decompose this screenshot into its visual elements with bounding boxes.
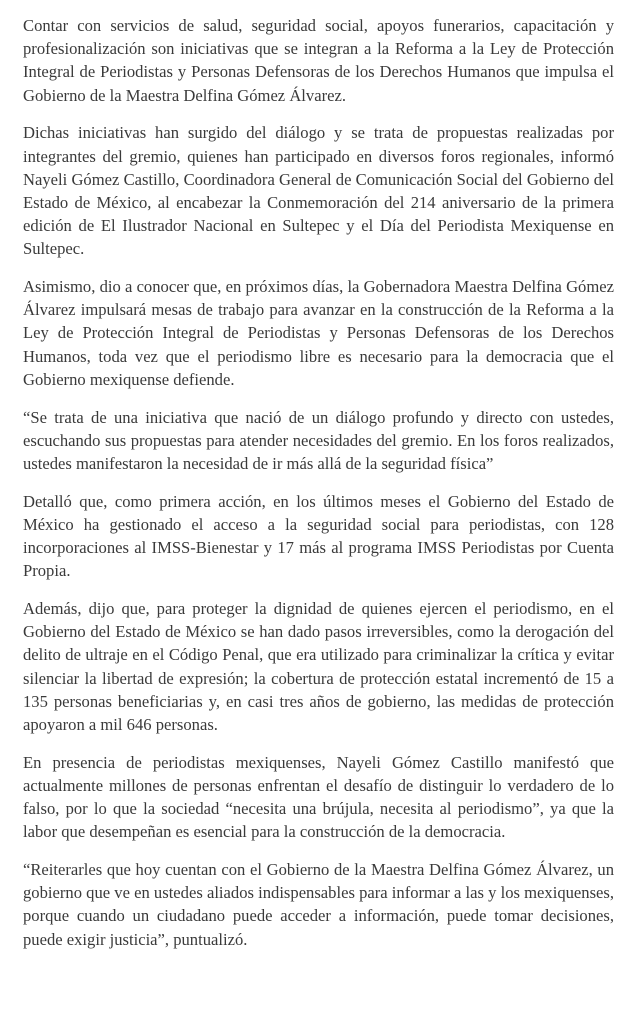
paragraph-quote-initiative: “Se trata de una iniciativa que nació de un diálogo profundo y directo con ustedes, escuchando sus propuestas para atender necesidades del gremio. En los foros realizados, ustedes manifestaron la necesidad de ir más allá de la seguridad física” bbox=[23, 407, 614, 473]
paragraph-journalism-compass: En presencia de periodistas mexiquenses, Nayeli Gómez Castillo manifestó que actualmente millones de personas enfrentan el desafío de distinguir lo verdadero de lo falso, por lo que la sociedad “necesita una brújula, necesita al periodismo”, ya que la labor que desempeñan es esencial para la construcción de la democracia. bbox=[23, 752, 614, 842]
paragraph-social-security: Detalló que, como primera acción, en los últimos meses el Gobierno del Estado de México ha gestionado el acceso a la seguridad social para periodistas, con 128 incorporaciones al IMSS-Bienestar y 17 más al programa IMSS Periodistas por Cuenta Propia. bbox=[23, 491, 614, 581]
paragraph-work-tables: Asimismo, dio a conocer que, en próximos días, la Gobernadora Maestra Delfina Gómez Álvarez impulsará mesas de trabajo para avanzar en la construcción de la Reforma a la Ley de Protección Integral de Periodistas y Personas Defensoras de los Derechos Humanos, toda vez que el periodismo libre es necesario para la democracia que el Gobierno mexiquense defiende. bbox=[23, 277, 614, 389]
paragraph-intro: Contar con servicios de salud, seguridad social, apoyos funerarios, capacitación y profesionalización son iniciativas que se integran a la Reforma a la Ley de Protección Integral de Periodistas y Personas Defensoras de los Derechos Humanos que impulsa el Gobierno de la Maestra Delfina Gómez Álvarez. bbox=[23, 16, 614, 105]
paragraph-protection-measures: Además, dijo que, para proteger la dignidad de quienes ejercen el periodismo, en el Gobierno del Estado de México se han dado pasos irreversibles, como la derogación del delito de ultraje en el Código Penal, que era utilizado para criminalizar la crítica y evitar silenciar la libertad de expresión; la cobertura de protección estatal incrementó de 15 a 135 personas beneficiarias y, en casi tres años de gobierno, las medidas de protección apoyaron a mil 646 personas. bbox=[23, 598, 614, 734]
paragraph-dialogue-origin: Dichas iniciativas han surgido del diálogo y se trata de propuestas realizadas por integrantes del gremio, quienes han participado en diversos foros regionales, informó Nayeli Gómez Castillo, Coordinadora General de Comunicación Social del Gobierno del Estado de México, al encabezar la Conmemoración del 214 aniversario de la primera edición de El Ilustrador Nacional en Sultepec y el Día del Periodista Mexiquense en Sultepec. bbox=[23, 123, 614, 259]
paragraph-closing-quote: “Reiterarles que hoy cuentan con el Gobierno de la Maestra Delfina Gómez Álvarez, un gobierno que ve en ustedes aliados indispensables para informar a las y los mexiquenses, porque cuando un ciudadano puede acceder a información, puede tomar decisiones, puede exigir justicia”, puntualizó. bbox=[23, 860, 614, 949]
